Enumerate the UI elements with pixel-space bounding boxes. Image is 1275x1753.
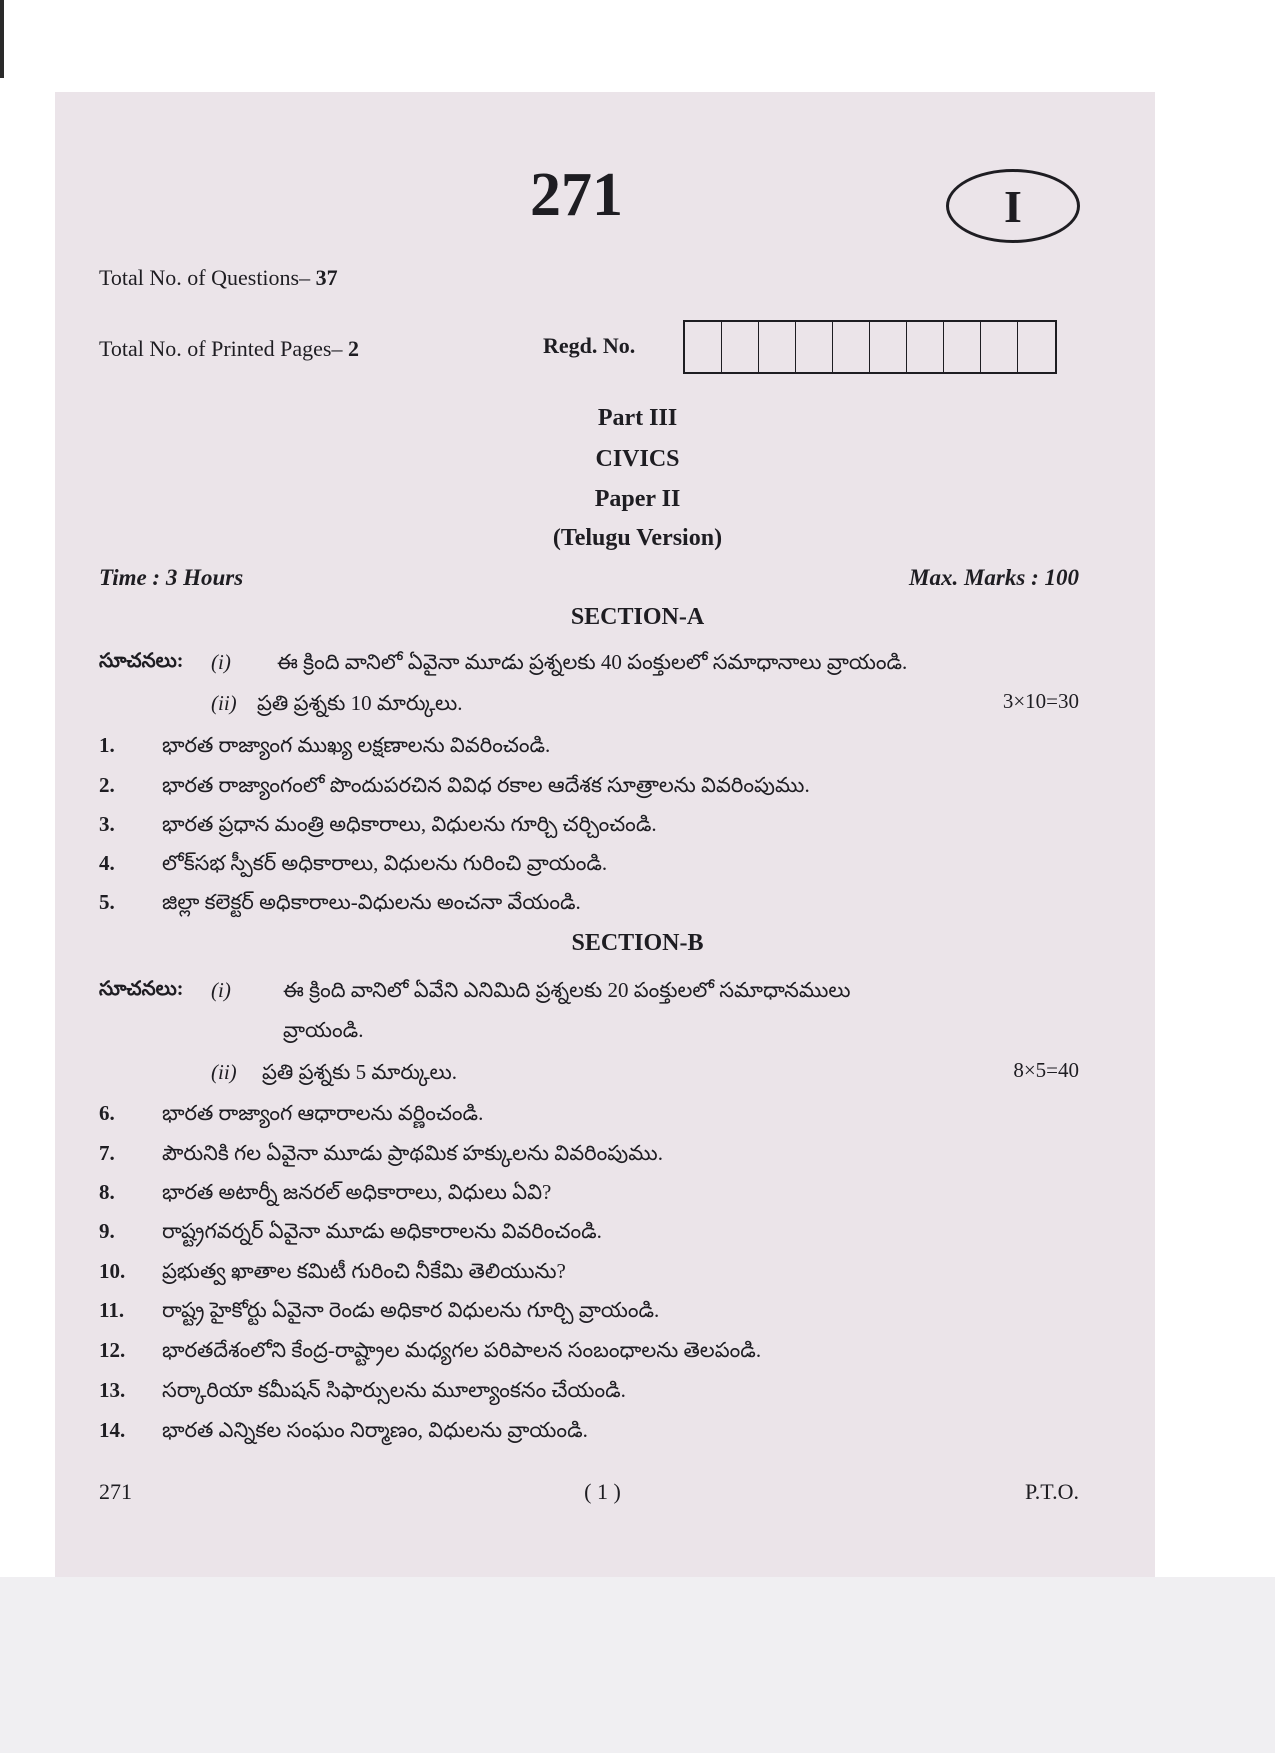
question-number: 12. — [99, 1338, 126, 1362]
section-a-score: 3×10=30 — [1002, 689, 1079, 713]
regd-digit-box[interactable] — [759, 322, 796, 372]
time-allowed: Time : 3 Hours — [99, 565, 244, 590]
section-a-title: SECTION-A — [570, 604, 705, 630]
regd-digit-box[interactable] — [722, 322, 759, 372]
question-text: రాష్ట్ర హైకోర్టు ఏవైనా రెండు అధికార విధులను గూర్చి వ్రాయండి. — [162, 1298, 660, 1322]
question-number: 3. — [99, 812, 115, 836]
section-a-instruction-1-num: (i) — [211, 650, 231, 674]
section-b-instruction-1: ఈ క్రింది వానిలో ఏవేని ఎనిమిది ప్రశ్నలకు 20 పంక్తులలో సమాధానములు — [283, 978, 851, 1002]
section-a-instruction-2: ప్రతి ప్రశ్నకు 10 మార్కులు. — [257, 691, 463, 715]
regd-digit-box[interactable] — [833, 322, 870, 372]
question-text: లోక్‌సభ స్పీకర్ అధికారాలు, విధులను గురించి వ్రాయండి. — [162, 851, 608, 875]
regd-digit-box[interactable] — [796, 322, 833, 372]
question-text: భారతదేశంలోని కేంద్ర-రాష్ట్రాల మధ్యగల పరిపాలన సంబంధాలను తెలపండి. — [162, 1338, 762, 1362]
question-text: భారత రాజ్యాంగ ఆధారాలను వర్ణించండి. — [162, 1101, 484, 1125]
scan-edge-mark — [0, 0, 4, 78]
paper-code: 271 — [530, 161, 623, 229]
paper-heading: Paper II — [594, 486, 681, 512]
question-text: పౌరునికి గల ఏవైనా మూడు ప్రాథమిక హక్కులను వివరింపుము. — [162, 1141, 663, 1165]
question-number: 4. — [99, 851, 115, 875]
regd-digit-box[interactable] — [981, 322, 1018, 372]
question-number: 13. — [99, 1378, 126, 1402]
total-questions-value: 37 — [315, 265, 338, 290]
question-number: 1. — [99, 733, 115, 757]
question-text: భారత అటార్నీ జనరల్ అధికారాలు, విధులు ఏవి? — [162, 1180, 552, 1204]
question-text: భారత ప్రధాన మంత్రి అధికారాలు, విధులను గూర్చి చర్చించండి. — [162, 812, 657, 836]
total-questions — [99, 265, 338, 291]
question-text: భారత ఎన్నికల సంఘం నిర్మాణం, విధులను వ్రాయండి. — [162, 1418, 588, 1442]
pto-label: P.T.O. — [1025, 1479, 1079, 1504]
section-b-title: SECTION-B — [571, 930, 704, 956]
question-text: రాష్ట్రగవర్నర్ ఏవైనా మూడు అధికారాలను వివరించండి. — [162, 1219, 602, 1243]
regd-digit-box[interactable] — [1018, 322, 1055, 372]
question-number: 2. — [99, 773, 115, 797]
total-pages — [99, 336, 359, 362]
max-marks: Max. Marks : 100 — [909, 565, 1079, 590]
question-text: ప్రభుత్వ ఖాతాల కమిటీ గురించి నీకేమి తెలియును? — [162, 1259, 566, 1283]
version-mark — [946, 169, 1080, 243]
part-heading: Part III — [597, 405, 678, 431]
regd-no-label: Regd. No. — [543, 333, 636, 358]
question-text: భారత రాజ్యాంగ ముఖ్య లక్షణాలను వివరించండి. — [162, 733, 551, 757]
section-b-score: 8×5=40 — [1013, 1058, 1079, 1082]
page-number: ( 1 ) — [584, 1479, 621, 1504]
regd-no-boxes[interactable] — [683, 320, 1057, 374]
version-heading: (Telugu Version) — [552, 525, 723, 551]
regd-digit-box[interactable] — [870, 322, 907, 372]
question-number: 11. — [99, 1298, 125, 1322]
question-number: 10. — [99, 1259, 126, 1283]
question-number: 14. — [99, 1418, 126, 1442]
regd-digit-box[interactable] — [944, 322, 981, 372]
question-number: 8. — [99, 1180, 115, 1204]
section-b-instruction-2-num: (ii) — [211, 1060, 237, 1084]
question-number: 7. — [99, 1141, 115, 1165]
question-number: 6. — [99, 1101, 115, 1125]
section-a-instruction-label: సూచనలు: — [99, 650, 184, 672]
total-pages-value: 2 — [347, 336, 359, 361]
question-number: 5. — [99, 890, 115, 914]
total-questions-label: Total No. of Questions– — [99, 265, 311, 290]
section-a-instruction-1: ఈ క్రింది వానిలో ఏవైనా మూడు ప్రశ్నలకు 40 పంక్తులలో సమాధానాలు వ్రాయండి. — [277, 650, 908, 674]
total-pages-label: Total No. of Printed Pages– — [99, 336, 343, 361]
version-mark-label: I — [1004, 180, 1022, 232]
section-a-instruction-2-num: (ii) — [211, 691, 237, 715]
question-text: భారత రాజ్యాంగంలో పొందుపరచిన వివిధ రకాల ఆదేశక సూత్రాలను వివరింపుము. — [162, 773, 810, 797]
section-b-instruction-2: ప్రతి ప్రశ్నకు 5 మార్కులు. — [262, 1060, 457, 1084]
question-text: సర్కారియా కమీషన్ సిఫార్సులను మూల్యాంకనం చేయండి. — [162, 1378, 626, 1402]
section-b-instruction-label: సూచనలు: — [99, 978, 184, 1000]
section-b-instruction-1-num: (i) — [211, 978, 231, 1002]
footer-paper-code: 271 — [99, 1479, 132, 1504]
subject-heading: CIVICS — [595, 446, 680, 472]
section-b-instruction-1-cont: వ్రాయండి. — [283, 1018, 364, 1042]
question-number: 9. — [99, 1219, 115, 1243]
regd-digit-box[interactable] — [685, 322, 722, 372]
scan-background — [0, 1577, 1275, 1753]
regd-digit-box[interactable] — [907, 322, 944, 372]
question-text: జిల్లా కలెక్టర్ అధికారాలు-విధులను అంచనా వేయండి. — [162, 890, 581, 914]
